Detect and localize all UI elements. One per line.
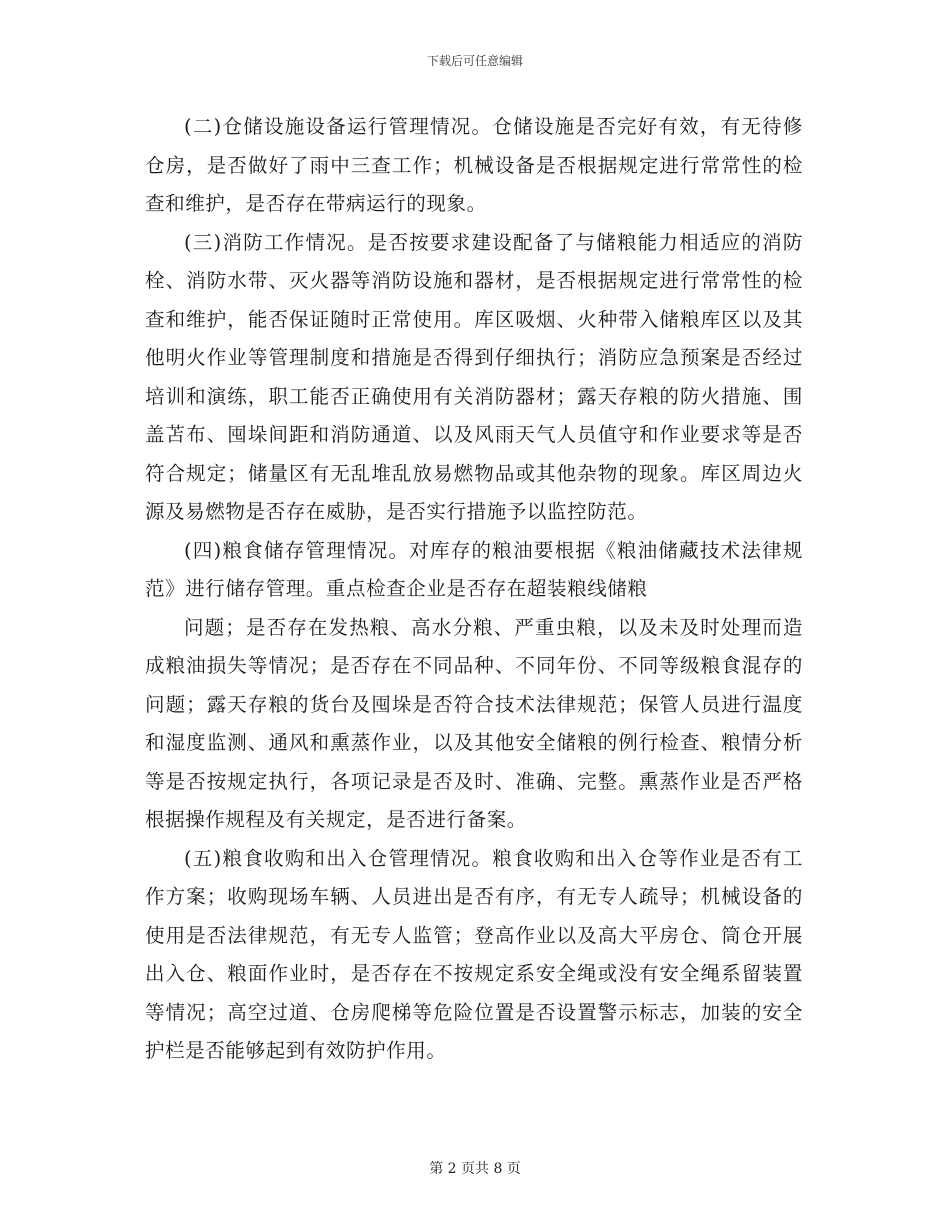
page-number: 第 2 页共 8 页: [429, 1161, 521, 1177]
document-body: [145, 108, 803, 1071]
paragraph-storage-facilities: (二)仓储设施设备运行管理情况。仓储设施是否完好有效，有无待修仓房，是否做好了雨中三查工作；机械设备是否根据规定进行常常性的检查和维护，是否存在带病运行的现象。: [145, 115, 803, 215]
paragraph-grain-purchase: (五)粮食收购和出入仓管理情况。粮食收购和出入仓等作业是否有工作方案；收购现场车辆、人员进出是否有序，有无专人疏导；机械设备的使用是否法律规范，有无专人监管；登高作业以及高大平房仓、筒仓开展出入仓、粮面作业时，是否存在不按规定系安全绳或没有安全绳系留装置等情况；高空过道、仓房爬梯等危险位置是否设置警示标志，加装的安全护栏是否能够起到有效防护作用。: [145, 846, 803, 1062]
paragraph-fire-safety: (三)消防工作情况。是否按要求建设配备了与储粮能力相适应的消防栓、消防水带、灭火器等消防设施和器材，是否根据规定进行常常性的检查和维护，能否保证随时正常使用。库区吸烟、火种带入储粮库区以及其他明火作业等管理制度和措施是否得到仔细执行；消防应急预案是否经过培训和演练，职工能否正确使用有关消防器材；露天存粮的防火措施、围盖苫布、囤垛间距和消防通道、以及风雨天气人员值守和作业要求等是否符合规定；储量区有无乱堆乱放易燃物品或其他杂物的现象。库区周边火源及易燃物是否存在威胁，是否实行措施予以监控防范。: [145, 230, 803, 523]
page-header: 下载后可任意编辑: [426, 54, 523, 68]
paragraph-grain-storage-continued: 问题；是否存在发热粮、高水分粮、严重虫粮，以及未及时处理而造成粮油损失等情况；是否存在不同品种、不同年份、不同等级粮食混存的问题；露天存粮的货台及囤垛是否符合技术法律规范；保管人员进行温度和湿度监测、通风和熏蒸作业，以及其他安全储粮的例行检查、粮情分析等是否按规定执行，各项记录是否及时、准确、完整。熏蒸作业是否严格根据操作规程及有关规定，是否进行备案。: [145, 615, 803, 831]
paragraph-grain-storage: (四)粮食储存管理情况。对库存的粮油要根据《粮油储藏技术法律规范》进行储存管理。重点检查企业是否存在超装粮线储粮: [145, 538, 803, 600]
